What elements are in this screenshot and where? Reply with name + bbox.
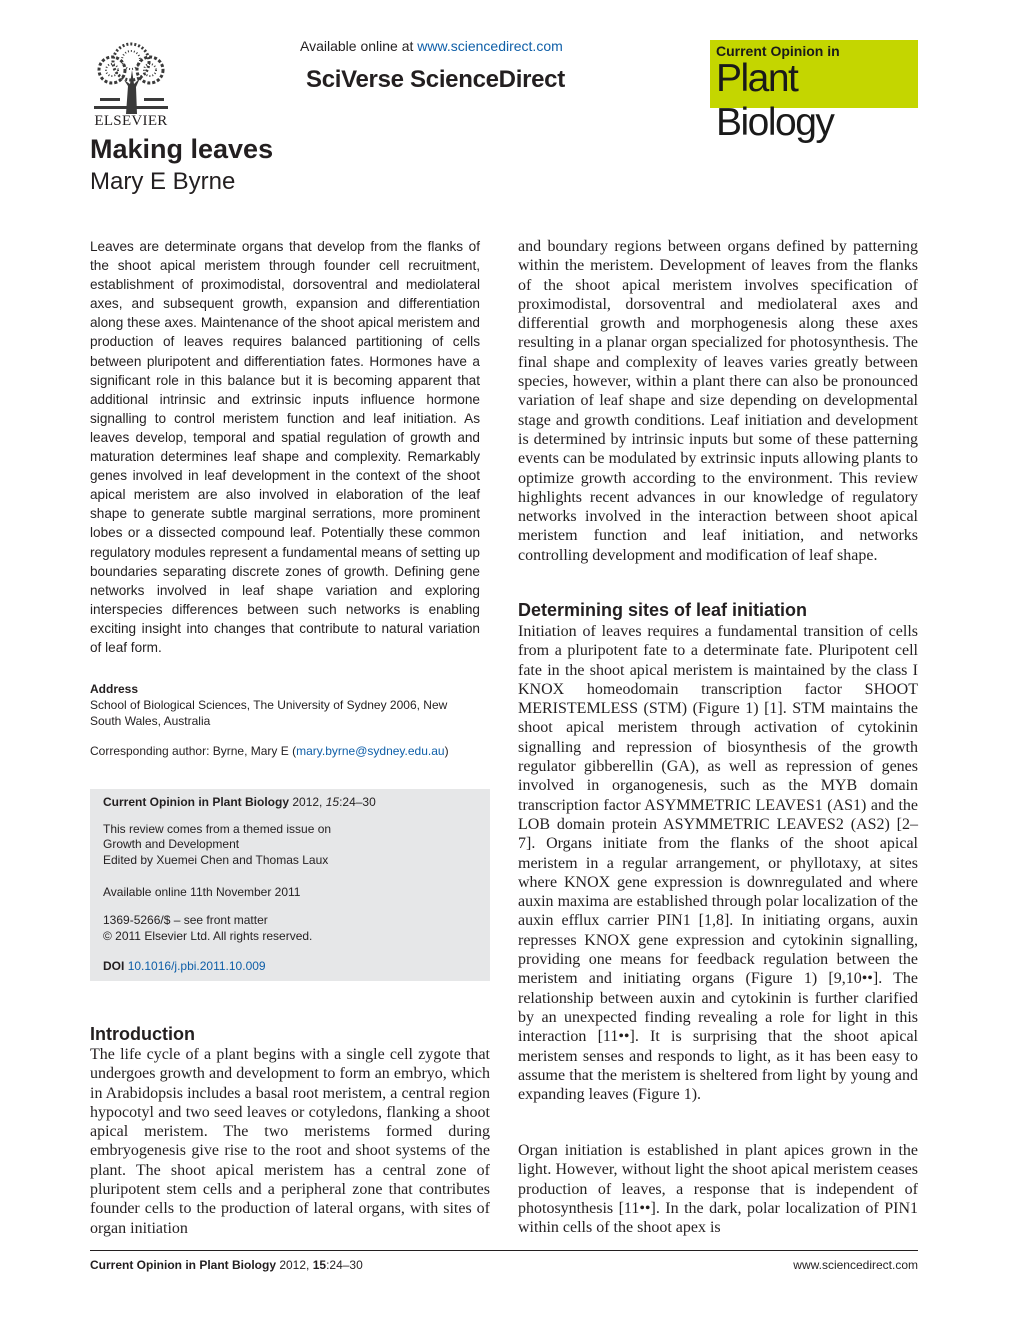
address-text: School of Biological Sciences, The University of Sydney 2006, New South Wales, Australia xyxy=(90,698,448,728)
sciencedirect-link[interactable]: www.sciencedirect.com xyxy=(417,38,563,54)
info-copyright: © 2011 Elsevier Ltd. All rights reserved. xyxy=(103,929,313,943)
doi-link[interactable]: 10.1016/j.pbi.2011.10.009 xyxy=(127,959,266,973)
info-issn: 1369-5266/$ – see front matter xyxy=(103,913,268,927)
abstract: Leaves are determinate organs that develop from the flanks of the shoot apical meristem through founder cell recruitment, establishment of proximodistal, dorsoventral and mediolateral axes, and subsequent growth, expansion and differentiation along these axes. Maintenance of the shoot apical meristem and production of leaves requires balanced partitioning of cells between pluripotent and differentiation fates. Hormones have a significant role in this balance but it is becoming apparent that additional intrinsic and extrinsic inputs influence hormone signalling to control meristem function and leaf initiation. As leaves develop, temporal and spatial regulation of growth and maturation determines leaf shape and complexity. Remarkably genes involved in leaf development in the context of the shoot apical meristem are also involved in elaboration of the leaf shape to generate subtle marginal serrations, more prominent lobes or a dissected compound leaf. Potentially these common regulatory modules represent a fundamental means of setting up boundaries separating discrete zones of growth. Defining gene networks involved in leaf shape variation and exploring interspecies differences between such networks is enabling exciting insight into changes that contribute to natural variation of leaf form. xyxy=(90,239,480,655)
right-column-paragraph-3: Organ initiation is established in plant apices grown in the light. However, without light the shoot apical meristem ceases production of leaves, a response that is independent of photosynthesis [11••]. In the dark, polar localization of PIN1 within cells of the shoot apex is xyxy=(518,1142,918,1237)
journal-logo xyxy=(710,40,918,144)
address-heading: Address xyxy=(90,682,139,696)
introduction-heading: Introduction xyxy=(90,1024,195,1044)
right-column-paragraph-1: and boundary regions between organs defined by patterning within the meristem. Development of leaves from the flanks of the shoot apical meristem involves specification of proximodistal, dorsoventral and mediolateral axes and differential growth and morphogenesis along these axes resulting in a planar organ specialized for photosynthesis. The final shape and complexity of leaves varies greatly between species, however, within a plant there can also be pronounced variation of leaf shape and size depending on developmental stage and growth conditions. Leaf initiation and development is determined by intrinsic inputs but some of these patterning events can be modulated by extrinsic inputs allowing plants to optimize growth according to the environment. This review highlights recent advances in our knowledge of regulatory networks involved in the interaction between shoot apical meristem function and leaf initiation, and networks controlling development and modification of leaf shape. xyxy=(518,238,918,564)
footer-url: www.sciencedirect.com xyxy=(793,1258,918,1272)
info-citation: Current Opinion in Plant Biology 2012, 15:24–30 xyxy=(103,795,376,809)
article-info-box xyxy=(90,789,490,981)
footer-citation: Current Opinion in Plant Biology 2012, 15:24–30 xyxy=(90,1258,363,1272)
publisher-name: ELSEVIER xyxy=(94,113,168,129)
info-theme: This review comes from a themed issue on xyxy=(103,822,332,836)
footer-rule xyxy=(90,1250,918,1251)
info-theme-name: Growth and Development xyxy=(103,837,240,851)
corresponding-author: Corresponding author: Byrne, Mary E (mary.byrne@sydney.edu.au) xyxy=(90,744,449,758)
journal-logo-line1: Current Opinion in xyxy=(716,43,840,59)
info-editors: Edited by Xuemei Chen and Thomas Laux xyxy=(103,853,329,867)
article-author: Mary E Byrne xyxy=(90,168,236,195)
article-title: Making leaves xyxy=(90,134,274,164)
section-heading-leaf-initiation: Determining sites of leaf initiation xyxy=(518,600,808,620)
info-available: Available online 11th November 2011 xyxy=(103,885,301,899)
platform-name: SciVerse ScienceDirect xyxy=(306,66,565,93)
info-doi: DOI 10.1016/j.pbi.2011.10.009 xyxy=(103,959,266,973)
introduction-text: The life cycle of a plant begins with a single cell zygote that undergoes growth and development to form an embryo, which in Arabidopsis includes a basal root meristem, a central region hypocotyl and two seed leaves or cotyledons, flanking a shoot apical meristem. The two meristems formed during embryogenesis give rise to the root and shoot systems of the plant. The shoot apical meristem has a central zone of pluripotent stem cells and a peripheral zone that contributes founder cells to the production of lateral organs, with sites of organ initiation xyxy=(90,1046,490,1237)
journal-logo-line2: Plant Biology xyxy=(716,57,834,144)
available-online: Available online at www.sciencedirect.com xyxy=(300,38,563,54)
author-email-link[interactable]: mary.byrne@sydney.edu.au xyxy=(296,744,445,758)
right-column-paragraph-2: Initiation of leaves requires a fundamental transition of cells from a pluripotent fate to a determinate fate. Pluripotent cell fate in the shoot apical meristem is maintained by the class I KNOX homeodomain transcription factor SHOOT MERISTEMLESS (STM) (Figure 1) [1]. STM maintains the shoot apical meristem through activation of cytokinin signalling and repression of biosynthesis of the growth regulator gibberellin (GA), as well as repression of genes involved in organogenesis, such as the MYB domain transcription factor ASYMMETRIC LEAVES1 (AS1) and the LOB domain protein ASYMMETRIC LEAVES2 (AS2) [2–7]. Organs initiate from the flanks of the shoot apical meristem in a regular arrangement, or phyllotaxy, at sites where KNOX gene expression is downregulated and where auxin maxima are established through polar localization of the auxin efflux carrier PIN1 [1,8]. In initiating organs, auxin represses KNOX gene expression and cytokinin signalling, providing one means for feedback regulation between the meristem and initiating organs (Figure 1) [9,10••]. The relationship between auxin and cytokinin is further clarified by an unexpected finding revealing a role for light in this interaction [11••]. It is surprising that the shoot apical meristem senses and responds to light, as it has been easy to assume that the meristem is sheltered from light by young and expanding leaves (Figure 1). xyxy=(518,623,918,1104)
